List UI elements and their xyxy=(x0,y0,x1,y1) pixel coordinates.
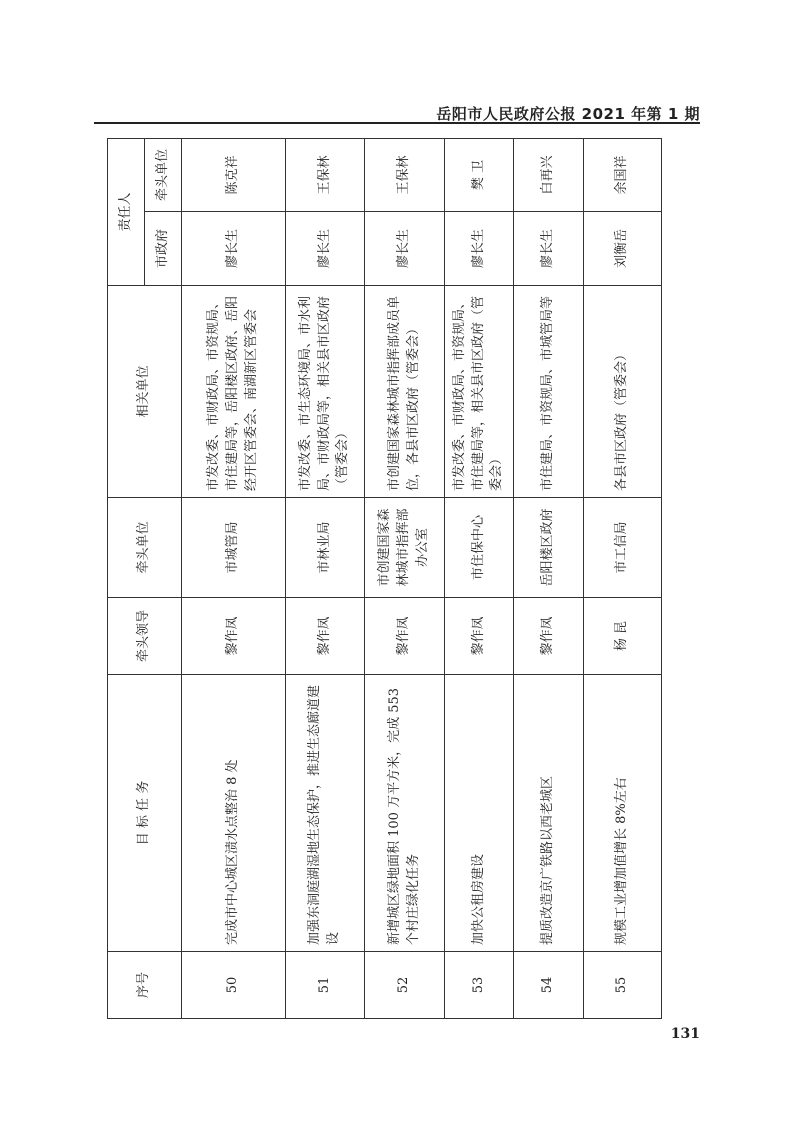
row-gov: 廖长生 xyxy=(365,212,445,286)
row-unit-person: 王保林 xyxy=(286,138,365,211)
row-lead-unit: 市城管局 xyxy=(182,498,286,598)
row-related: 各县市区政府（管委会） xyxy=(584,286,662,498)
row-related: 市发改委、市财政局、市资规局、市住建局等，岳阳楼区政府、岳阳经开区管委会、南湖新区管委会 xyxy=(182,286,286,498)
row-unit-person: 樊 卫 xyxy=(445,138,514,211)
row-task: 提质改造京广铁路以西老城区 xyxy=(514,675,584,952)
row-gov: 廖长生 xyxy=(445,212,514,286)
header-leader: 牵头领导 xyxy=(108,598,182,675)
row-seq: 54 xyxy=(514,952,584,1019)
row-unit-person: 王保林 xyxy=(365,138,445,211)
row-seq: 50 xyxy=(182,952,286,1019)
row-lead-unit: 市工信局 xyxy=(584,498,662,598)
header-seq: 序号 xyxy=(108,952,182,1019)
row-task: 规模工业增加值增长 8%左右 xyxy=(584,675,662,952)
header-lead-unit: 牵头单位 xyxy=(108,498,182,598)
row-leader: 黎作凤 xyxy=(445,598,514,675)
row-seq: 53 xyxy=(445,952,514,1019)
row-leader: 杨 昆 xyxy=(584,598,662,675)
table-row xyxy=(445,138,514,1018)
task-table xyxy=(107,138,662,1019)
table-row xyxy=(514,138,584,1018)
row-task: 新增城区绿地面积 100 万平方米，完成 553 个村庄绿化任务 xyxy=(365,675,445,952)
header-responsible: 责任人 xyxy=(108,138,145,285)
row-gov: 廖长生 xyxy=(286,212,365,286)
row-unit-person: 陈克祥 xyxy=(182,138,286,211)
row-unit-person: 余国祥 xyxy=(584,138,662,211)
header-rule xyxy=(94,122,700,124)
row-related: 市创建国家森林城市指挥部成员单位，各县市区政府（管委会） xyxy=(365,286,445,498)
header-unit: 牵头单位 xyxy=(145,138,182,211)
row-unit-person: 白再兴 xyxy=(514,138,584,211)
row-lead-unit: 市林业局 xyxy=(286,498,365,598)
page-number: 131 xyxy=(670,1026,700,1042)
running-header: 岳阳市人民政府公报 2021 年第 1 期 xyxy=(436,105,700,123)
table-row xyxy=(286,138,365,1018)
row-related: 市发改委、市财政局、市资规局、市住建局等，相关县市区政府（管委会） xyxy=(445,286,514,498)
row-leader: 黎作凤 xyxy=(182,598,286,675)
row-task: 加强东洞庭湖湿地生态保护，推进生态廊道建设 xyxy=(286,675,365,952)
table-row xyxy=(584,138,662,1018)
row-leader: 黎作凤 xyxy=(286,598,365,675)
header-gov: 市政府 xyxy=(145,212,182,286)
rotated-table-wrapper xyxy=(107,139,661,1019)
row-task: 加快公租房建设 xyxy=(445,675,514,952)
row-related: 市发改委、市生态环境局、市水利局、市财政局等，相关县市区政府（管委会） xyxy=(286,286,365,498)
row-leader: 黎作凤 xyxy=(514,598,584,675)
row-leader: 黎作凤 xyxy=(365,598,445,675)
table-row xyxy=(365,138,445,1018)
row-gov: 廖长生 xyxy=(182,212,286,286)
row-lead-unit: 市住保中心 xyxy=(445,498,514,598)
row-lead-unit: 岳阳楼区政府 xyxy=(514,498,584,598)
row-gov: 刘衡岳 xyxy=(584,212,662,286)
table-row xyxy=(182,138,286,1018)
header-related-units: 相关单位 xyxy=(108,286,182,498)
row-related: 市住建局、市资规局、市城管局等 xyxy=(514,286,584,498)
row-seq: 55 xyxy=(584,952,662,1019)
row-gov: 廖长生 xyxy=(514,212,584,286)
row-lead-unit: 市创建国家森林城市指挥部办公室 xyxy=(365,498,445,598)
header-task: 目 标 任 务 xyxy=(108,675,182,952)
row-seq: 51 xyxy=(286,952,365,1019)
row-seq: 52 xyxy=(365,952,445,1019)
row-task: 完成市中心城区渍水点整治 8 处 xyxy=(182,675,286,952)
